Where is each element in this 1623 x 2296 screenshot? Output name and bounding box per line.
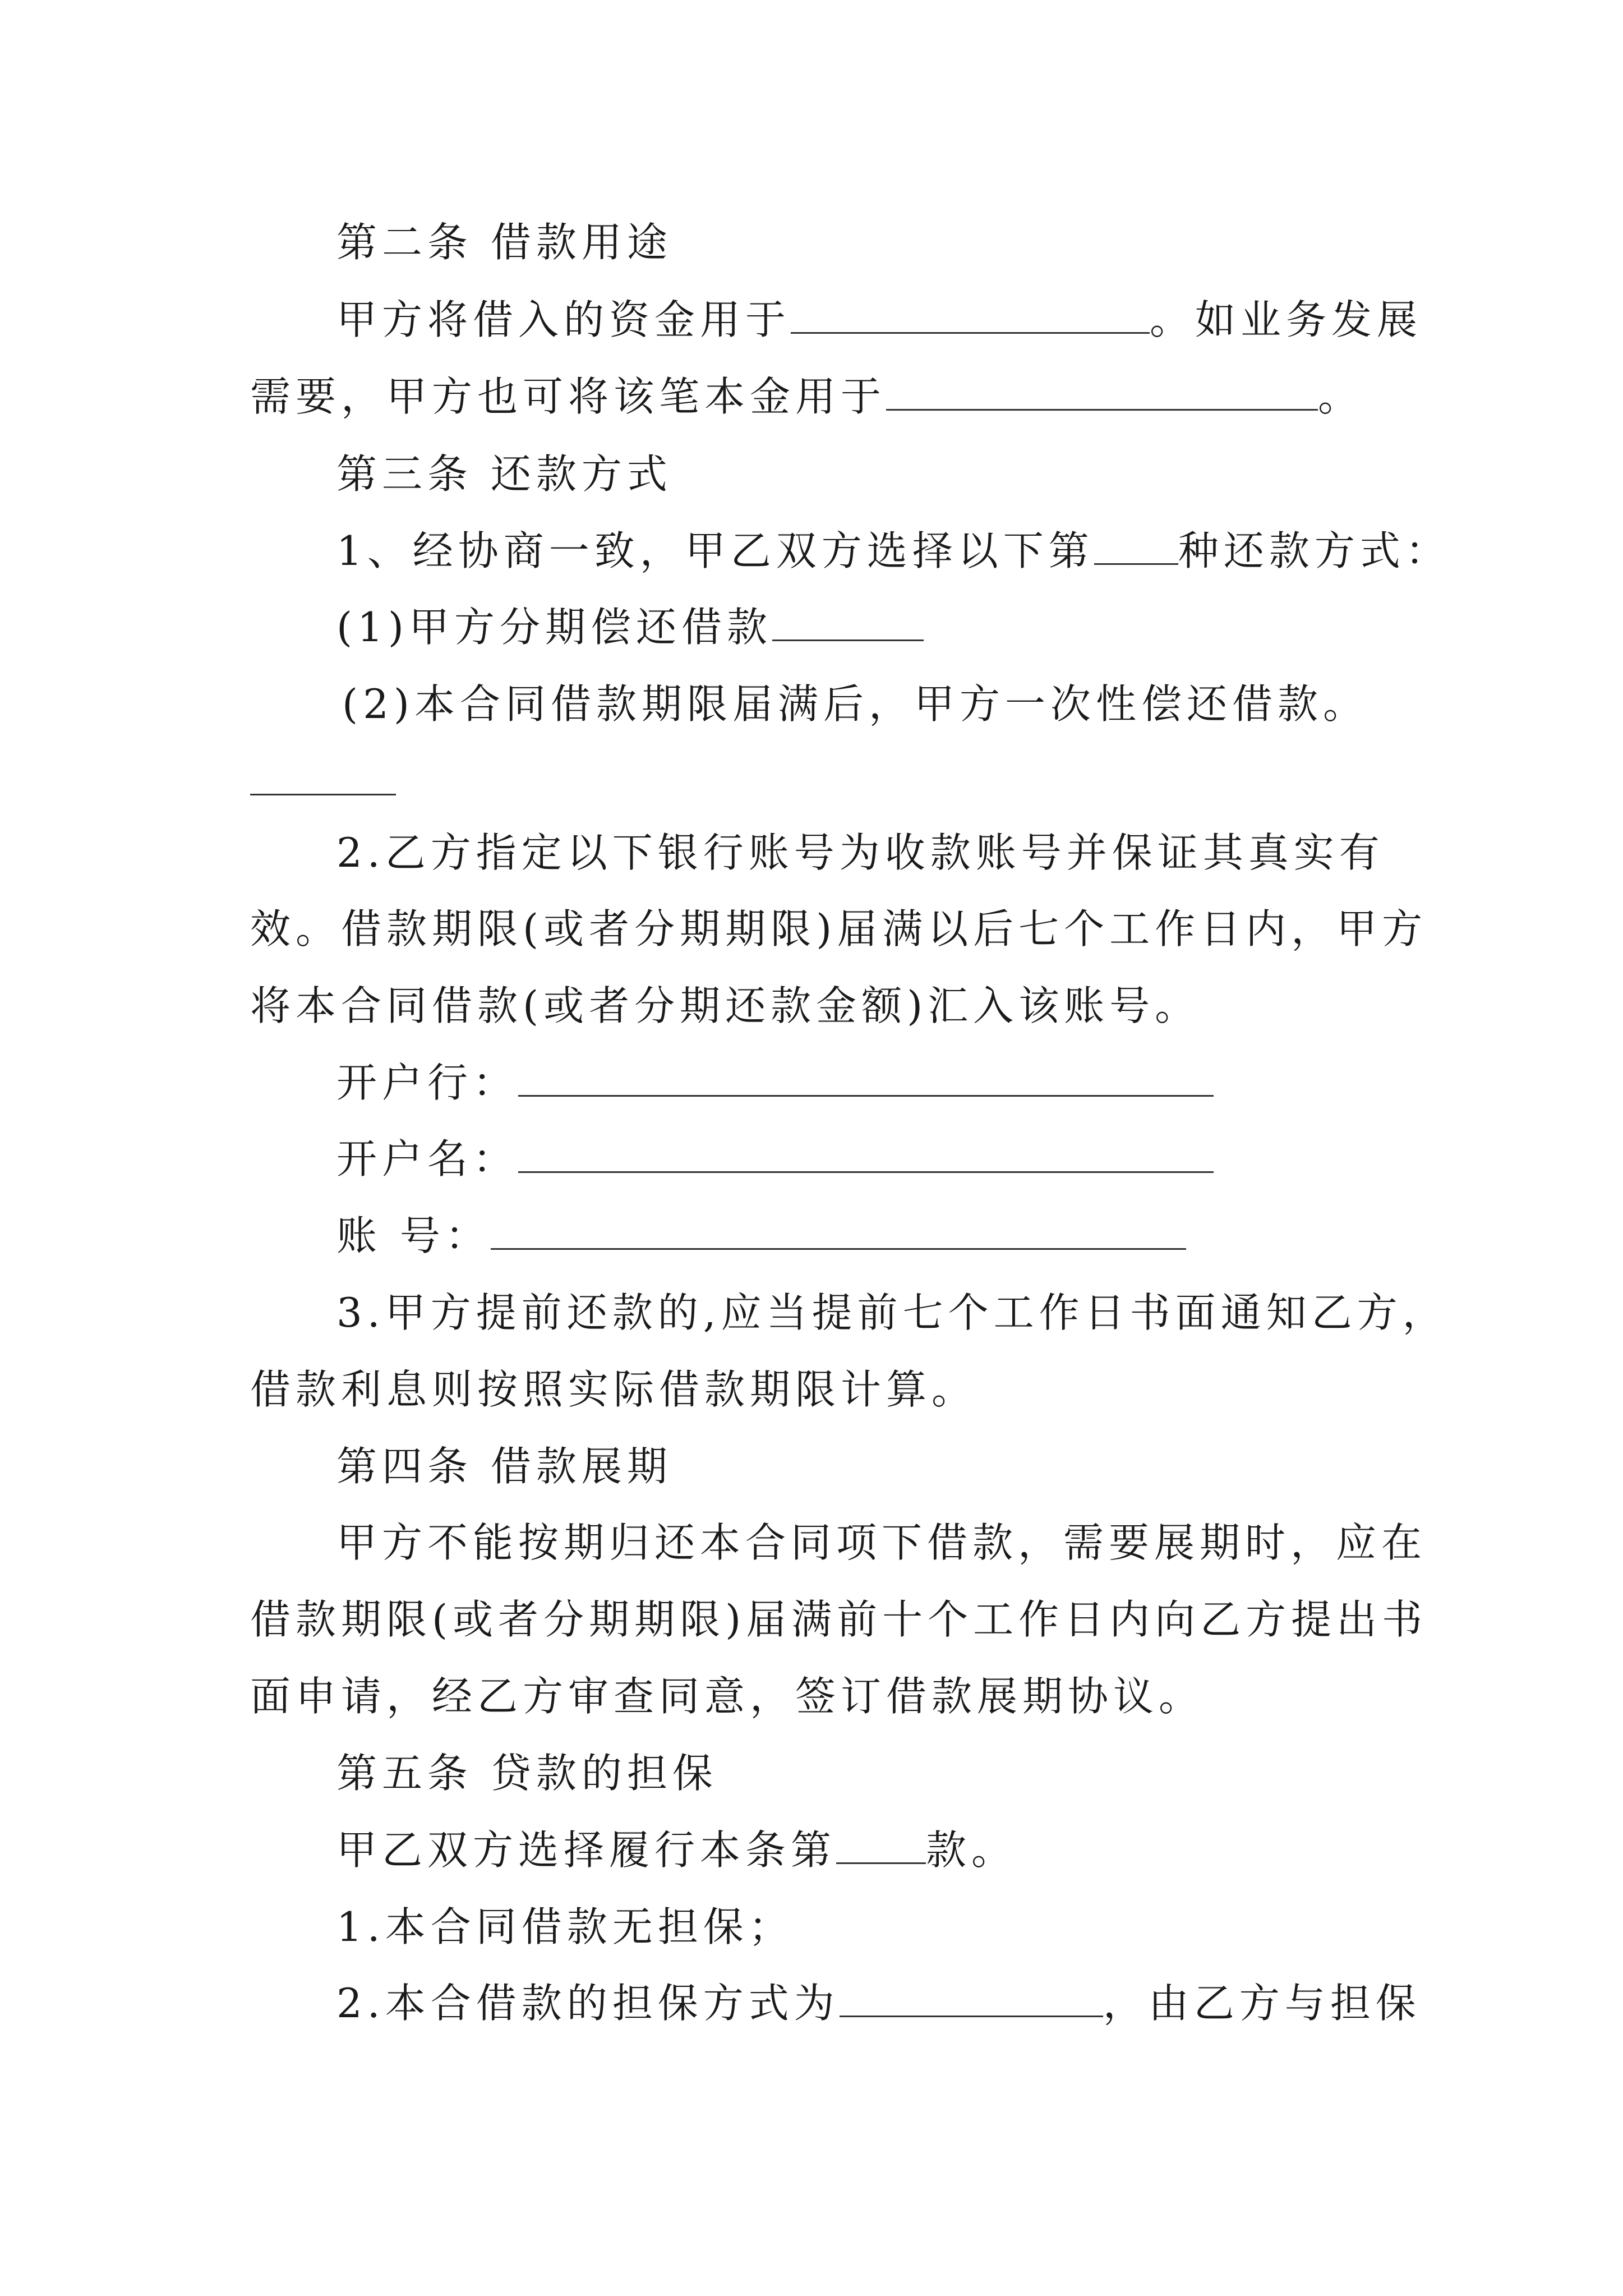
article-4-paragraph-line-2: 借款期限(或者分期期限)届满前十个工作日内向乙方提出书 bbox=[250, 1596, 1428, 1643]
account-name-field[interactable] bbox=[518, 1137, 1214, 1173]
bank-name-row: 开户行： bbox=[336, 1055, 1214, 1111]
article-2-heading: 第二条 借款用途 bbox=[336, 219, 672, 266]
bank-account-paragraph-line-2: 效。借款期限(或者分期期限)届满以后七个工作日内，甲方 bbox=[250, 905, 1428, 953]
installment-blank[interactable] bbox=[772, 605, 924, 641]
guarantee-method-blank[interactable] bbox=[840, 1981, 1103, 2017]
article-4-paragraph-line-1: 甲方不能按期归还本合同项下借款，需要展期时，应在 bbox=[336, 1519, 1427, 1566]
article-2-paragraph-line-1: 甲方将借入的资金用于 。如业务发展 bbox=[336, 296, 1423, 343]
option-2-blank-line[interactable] bbox=[250, 794, 396, 795]
bank-account-paragraph-line-1: 2.乙方指定以下银行账号为收款账号并保证其真实有 bbox=[336, 829, 1385, 876]
guarantee-option-2: 2.本合借款的担保方式为 ，由乙方与担保 bbox=[336, 1980, 1421, 2027]
article-4-paragraph-line-3: 面申请，经乙方审查同意，签订借款展期协议。 bbox=[250, 1673, 1205, 1720]
bank-account-paragraph-line-3: 将本合同借款(或者分期还款金额)汇入该账号。 bbox=[250, 982, 1201, 1029]
early-repayment-line-2: 借款利息则按照实际借款期限计算。 bbox=[250, 1366, 978, 1413]
early-repayment-line-1: 3.甲方提前还款的,应当提前七个工作日书面通知乙方， bbox=[336, 1289, 1448, 1336]
account-number-field[interactable] bbox=[491, 1213, 1186, 1250]
account-number-row: 账 号： bbox=[336, 1208, 1186, 1264]
repayment-option-2: (2)本合同借款期限届满后，甲方一次性偿还借款。 bbox=[342, 680, 1368, 728]
alternate-purpose-blank[interactable] bbox=[886, 374, 1318, 411]
article-5-heading: 第五条 贷款的担保 bbox=[336, 1750, 718, 1797]
repayment-method-blank[interactable] bbox=[1094, 528, 1178, 565]
guarantee-clause-blank[interactable] bbox=[836, 1828, 926, 1864]
article-3-heading: 第三条 还款方式 bbox=[336, 450, 672, 498]
repayment-option-1: (1)甲方分期偿还借款 bbox=[336, 599, 924, 655]
purpose-blank[interactable] bbox=[791, 297, 1150, 334]
bank-name-field[interactable] bbox=[518, 1060, 1214, 1097]
article-2-paragraph-line-2: 需要，甲方也可将该笔本金用于 。 bbox=[250, 373, 1364, 420]
repayment-choice-line: 1、经协商一致，甲乙双方选择以下第 种还款方式： bbox=[336, 527, 1451, 574]
article-4-heading: 第四条 借款展期 bbox=[336, 1443, 672, 1490]
guarantee-choice-line: 甲乙双方选择履行本条第 款。 bbox=[336, 1826, 1017, 1874]
guarantee-option-1: 1.本合同借款无担保； bbox=[336, 1903, 794, 1950]
account-name-row: 开户名： bbox=[336, 1131, 1214, 1187]
